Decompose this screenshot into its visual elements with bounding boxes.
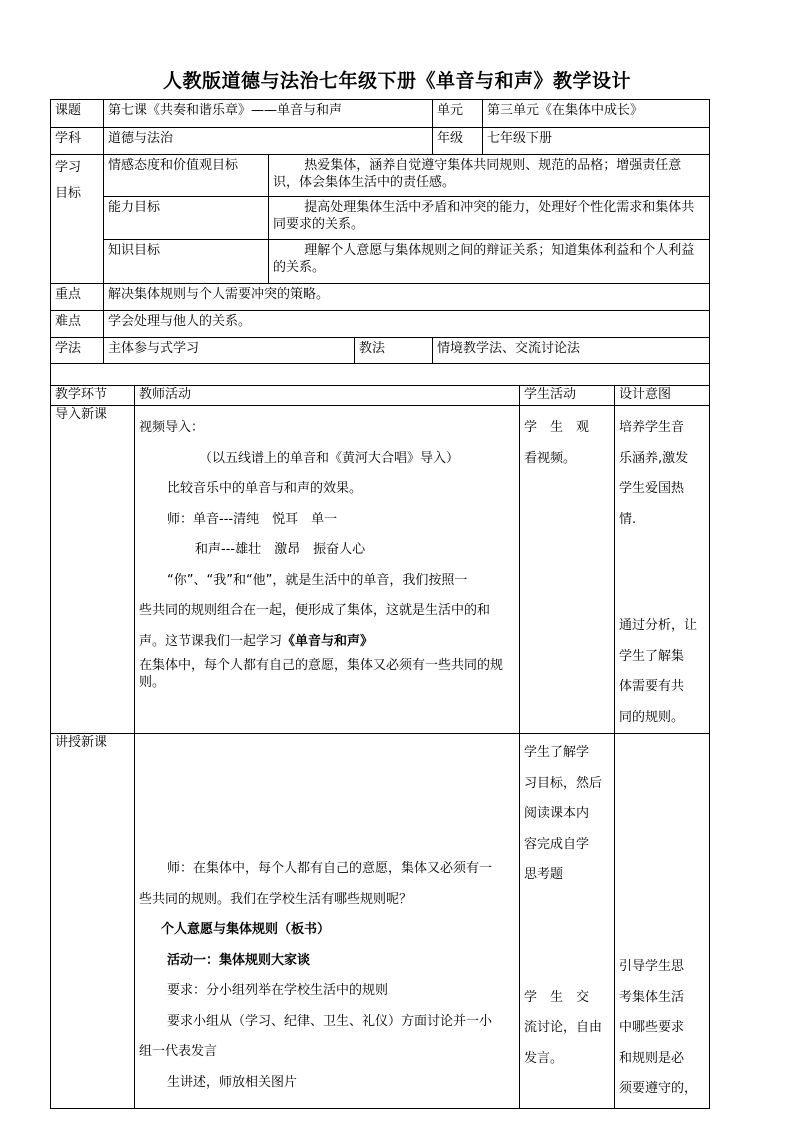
lecture-intent-line: 中哪些要求 bbox=[619, 1020, 685, 1035]
intro-intent-line: 通过分析，让 bbox=[619, 618, 698, 633]
lecture-intent-line: 引导学生思 bbox=[619, 959, 685, 974]
goal-text: 热爱集体，涵养自觉遵守集体共同规则、规范的品格；增强责任意识，体会集体生活中的责任感。 bbox=[269, 155, 710, 197]
lecture-student-line: 发言。 bbox=[524, 1050, 564, 1066]
intro-line: 视频导入： bbox=[139, 420, 205, 435]
topic-label: 课题 bbox=[51, 100, 104, 128]
intro-intent-line: 学生爱国热 bbox=[619, 481, 685, 496]
intro-line: 比较音乐中的单音与和声的效果。 bbox=[167, 481, 363, 496]
lecture-student-line: 容完成自学 bbox=[524, 836, 590, 852]
intro-intent-line: 体需要有共 bbox=[619, 679, 685, 694]
goal-name: 知识目标 bbox=[104, 240, 269, 284]
subject-value: 道德与法治 bbox=[104, 128, 433, 155]
intro-line: “你”、“我”和“他”，就是生活中的单音，我们按照一 bbox=[167, 572, 468, 588]
lecture-line: 要求：分小组列举在学校生活中的规则 bbox=[167, 983, 389, 998]
goal-name: 情感态度和价值观目标 bbox=[104, 155, 269, 197]
header-teacher-activity: 教师活动 bbox=[135, 386, 520, 406]
board-title: 个人意愿与集体规则（板书） bbox=[161, 922, 331, 937]
goal-name: 能力目标 bbox=[104, 197, 269, 240]
lecture-student-line: 阅读课本内 bbox=[524, 806, 590, 821]
stage-intro: 导入新课 bbox=[51, 406, 135, 734]
goals-label bbox=[51, 155, 104, 284]
intro-line: 些共同的规则组合在一起，便形成了集体，这就是生活中的和 bbox=[139, 603, 491, 618]
intro-student-line: 看视频。 bbox=[524, 450, 577, 466]
intro-intent-line: 情. bbox=[619, 511, 637, 527]
intro-line bbox=[139, 627, 515, 658]
intro-line: 在集体中，每个人都有自己的意愿，集体又必须有一些共同的规则。 bbox=[139, 658, 504, 690]
header-stage: 教学环节 bbox=[51, 386, 135, 406]
intro-intent-line: 同的规则。 bbox=[619, 709, 685, 725]
intro-student-line: 学 生 观 bbox=[524, 420, 590, 435]
intro-intent-line: 乐涵养,激发 bbox=[619, 450, 689, 466]
grade-value: 七年级下册 bbox=[483, 128, 710, 155]
lecture-intent-line: 须要遵守的， bbox=[619, 1081, 698, 1096]
intro-intent-line: 学生了解集 bbox=[619, 648, 685, 664]
unit-value: 第三单元《在集体中成长》 bbox=[483, 100, 710, 128]
lecture-line: 组一代表发言 bbox=[139, 1044, 218, 1059]
lecture-teacher-activity bbox=[135, 734, 520, 1109]
lecture-line: 要求小组从（学习、纪律、卫生、礼仪）方面讨论并一小 bbox=[167, 1013, 493, 1029]
difficulty-value: 学会处理与他人的关系。 bbox=[104, 311, 710, 338]
key-point-value: 解决集体规则与个人需要冲突的策略。 bbox=[104, 284, 710, 311]
intro-intent-line: 培养学生音 bbox=[619, 420, 685, 435]
header-design-intent: 设计意图 bbox=[615, 386, 710, 406]
lecture-design-intent bbox=[615, 734, 710, 1109]
goal-text: 理解个人意愿与集体规则之间的辩证关系；知道集体利益和个人利益的关系。 bbox=[269, 240, 710, 284]
difficulty-label: 难点 bbox=[51, 311, 104, 338]
activity-title: 活动一：集体规则大家谈 bbox=[167, 952, 311, 968]
goals-label-line-1: 学习 bbox=[55, 160, 82, 175]
intro-design-intent bbox=[615, 406, 710, 734]
course-info-table bbox=[50, 99, 710, 386]
teaching-process-table bbox=[50, 385, 710, 1109]
unit-label: 单元 bbox=[433, 100, 483, 128]
lesson-title-bold: 《单音与和声》 bbox=[282, 633, 374, 649]
lecture-student-line: 学 生 交 bbox=[524, 989, 590, 1005]
teaching-method-value: 情境教学法、交流讨论法 bbox=[433, 338, 710, 364]
lecture-line: 些共同的规则。我们在学校生活有哪些规则呢？ bbox=[139, 891, 413, 907]
intro-line: 师：单音---清纯 悦耳 单一 bbox=[167, 511, 338, 527]
stage-lecture: 讲授新课 bbox=[51, 734, 135, 1109]
topic-value: 第七课《共奏和谐乐章》——单音与和声 bbox=[104, 100, 433, 128]
document-title: 人教版道德与法治七年级下册《单音与和声》教学设计 bbox=[162, 70, 631, 92]
learning-method-label: 学法 bbox=[51, 338, 104, 364]
lecture-intent-line: 和规则是必 bbox=[619, 1050, 685, 1066]
header-student-activity: 学生活动 bbox=[520, 386, 615, 406]
blank-spacer-row bbox=[51, 364, 710, 386]
goals-label-line-2: 目标 bbox=[55, 186, 82, 201]
key-point-label: 重点 bbox=[51, 284, 104, 311]
lecture-student-line: 学生了解学 bbox=[524, 745, 590, 760]
intro-student-activity bbox=[520, 406, 615, 734]
lecture-student-line: 流讨论，自由 bbox=[524, 1020, 603, 1035]
intro-line: 和声---雄壮 激昂 振奋人心 bbox=[195, 542, 366, 557]
lecture-line: 师：在集体中，每个人都有自己的意愿，集体又必须有一 bbox=[167, 861, 493, 876]
learning-method-value: 主体参与式学习 bbox=[104, 338, 355, 364]
lecture-student-line: 思考题 bbox=[524, 867, 564, 882]
lecture-student-line: 习目标，然后 bbox=[524, 775, 603, 791]
grade-label: 年级 bbox=[433, 128, 483, 155]
lecture-line: 生讲述，师放相关图片 bbox=[167, 1074, 298, 1090]
lecture-intent-line: 考集体生活 bbox=[619, 989, 685, 1005]
intro-line: （以五线谱上的单音和《黄河大合唱》导入） bbox=[199, 450, 460, 466]
subject-label: 学科 bbox=[51, 128, 104, 155]
intro-teacher-activity bbox=[135, 406, 520, 734]
goal-text: 提高处理集体生活中矛盾和冲突的能力，处理好个性化需求和集体共同要求的关系。 bbox=[269, 197, 710, 240]
teaching-method-label: 教法 bbox=[355, 338, 433, 364]
intro-line-text: 声。这节课我们一起学习 bbox=[139, 633, 283, 649]
lecture-student-activity bbox=[520, 734, 615, 1109]
